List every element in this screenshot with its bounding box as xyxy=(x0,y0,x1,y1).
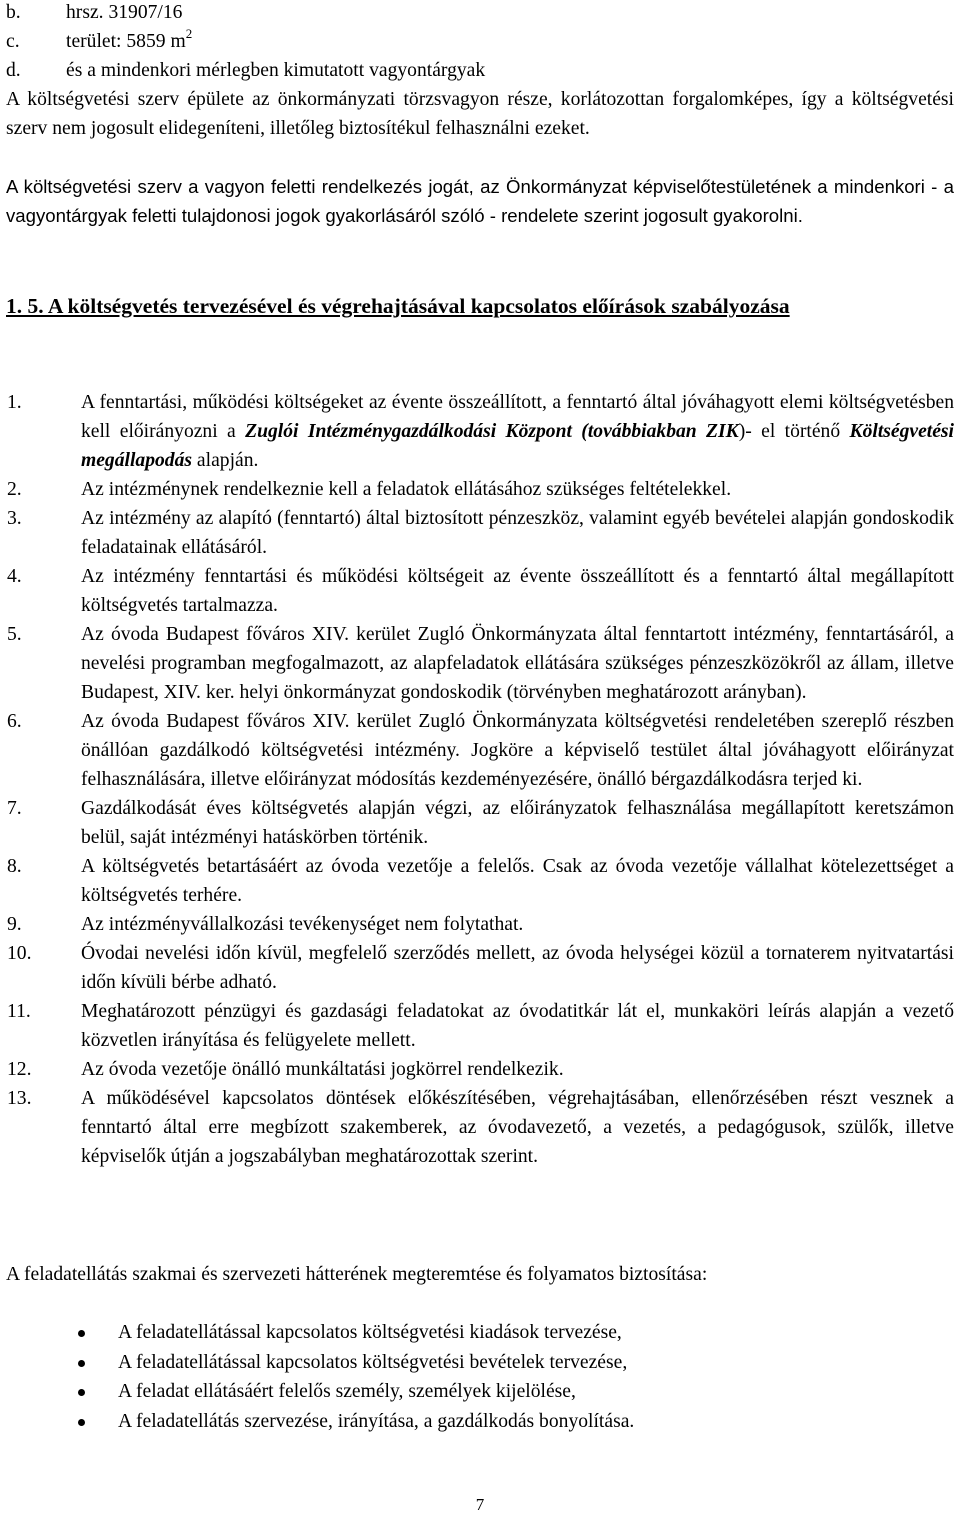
list-number: 9. xyxy=(7,914,22,935)
section-heading: 1. 5. A költségvetés tervezésével és végrehajtásával kapcsolatos előírások szabályozása xyxy=(6,294,790,318)
list-text: Az intézményvállalkozási tevékenységet nem folytathat. xyxy=(81,914,524,935)
list-item xyxy=(6,562,954,620)
list-item-d xyxy=(6,56,485,85)
list-text: A fenntartási, működési költségeket az évente összeállított, a fenntartó által jóváhagyott elemi költségvetésben kell előirányozni a Zuglói Intézménygazdálkodási Központ (továbbiakban ZIK)- el történő Költségvetési megállapodás alapján. xyxy=(81,392,954,471)
list-item-c xyxy=(6,27,192,56)
list-label: d. xyxy=(6,60,21,81)
list-number: 6. xyxy=(7,711,22,732)
bullet-text: A feladat ellátásáért felelős személy, személyek kijelölése, xyxy=(118,1381,576,1402)
list-item xyxy=(6,504,954,562)
numbered-items xyxy=(6,475,954,1171)
list-text: Az óvoda Budapest főváros XIV. kerület Zugló Önkormányzata költségvetési rendeletében szereplő részben önállóan gazdálkodó költségvetési intézmény. Jogköre a képviselő testület által jóváhagyott előirányzat felhasználására, illetve előirányzat módosítás kezdeményezésére, önálló bérgazdálkodásra terjed ki. xyxy=(81,711,954,790)
list-label: c. xyxy=(6,31,20,52)
list-item xyxy=(6,1084,954,1171)
bullet-icon xyxy=(0,1318,118,1348)
bullet-text: A feladatellátással kapcsolatos költségvetési bevételek tervezése, xyxy=(118,1351,628,1373)
numbered-list xyxy=(6,388,954,1171)
list-item xyxy=(6,997,954,1055)
list-text: Az óvoda Budapest főváros XIV. kerület Zugló Önkormányzata által fenntartott intézmény, fenntartásáról, a nevelési programban megfogalmazott, az alapfeladatok ellátására szükséges pénzeszközökről az állam, illetve Budapest, XIV. ker. helyi önkormányzat gondoskodik (törvényben meghatározott arányban). xyxy=(81,624,954,703)
bullet-text: A feladatellátás szervezése, irányítása, a gazdálkodás bonyolítása. xyxy=(118,1410,635,1432)
list-text: Óvodai nevelési időn kívül, megfelelő szerződés mellett, az óvoda helységei közül a tornaterem nyitvatartási időn kívüli bérbe adható. xyxy=(81,943,954,993)
list-number: 12. xyxy=(7,1059,32,1080)
paragraph-assets xyxy=(6,85,954,143)
bullet-text: A feladatellátással kapcsolatos költségvetési kiadások tervezése, xyxy=(118,1322,622,1343)
list-item xyxy=(6,910,954,939)
list-text: terület: 5859 m xyxy=(66,31,186,52)
organization-name: Zuglói Intézménygazdálkodási Központ (továbbiakban ZIK xyxy=(245,421,739,442)
bullet-item xyxy=(0,1318,960,1348)
bullet-icon xyxy=(0,1348,118,1378)
list-number: 11. xyxy=(7,1001,31,1022)
list-label: b. xyxy=(6,2,21,23)
list-item xyxy=(6,1055,954,1084)
list-item xyxy=(6,852,954,910)
bullet-item xyxy=(0,1407,960,1437)
bullet-item xyxy=(0,1348,960,1378)
superscript: 2 xyxy=(185,26,193,41)
list-text: Az intézmény fenntartási és működési költségeit az évente összeállított és a fenntartó által megállapított költségvetés tartalmazza. xyxy=(81,566,954,616)
bullet-icon xyxy=(0,1407,118,1437)
list-number: 1. xyxy=(7,392,22,413)
list-text: Gazdálkodását éves költségvetés alapján végzi, az előirányzatok felhasználása megállapított keretszámon belül, saját intézményi hatáskörben történik. xyxy=(81,798,954,848)
paragraph-text: A költségvetési szerv a vagyon feletti rendelkezés jogát, az Önkormányzat képviselőtestületének a mindenkori - a vagyontárgyak feletti tulajdonosi jogok gyakorlásáról szóló - rendelete szerint jogosult gyakorolni. xyxy=(6,176,954,226)
list-number: 7. xyxy=(7,798,22,819)
list-number: 5. xyxy=(7,624,22,645)
list-number: 13. xyxy=(7,1088,32,1109)
list-text: Az intézménynek rendelkeznie kell a feladatok ellátásához szükséges feltételekkel. xyxy=(81,479,732,500)
agreement-name: Költségvetési megállapodás xyxy=(81,421,954,471)
list-item-b xyxy=(6,0,182,27)
list-text: Az óvoda vezetője önálló munkáltatási jogkörrel rendelkezik. xyxy=(81,1059,564,1080)
list-text: A költségvetés betartásáért az óvoda vezetője a felelős. Csak az óvoda vezetője vállalhat kötelezettséget a költségvetés terhére. xyxy=(81,856,954,906)
list-number: 8. xyxy=(7,856,22,877)
bullet-icon xyxy=(0,1377,118,1407)
paragraph-rights xyxy=(6,172,954,230)
list-item xyxy=(6,388,954,475)
list-text: és a mindenkori mérlegben kimutatott vagyontárgyak xyxy=(66,60,486,81)
list-text: hrsz. 31907/16 xyxy=(66,2,183,23)
list-number: 4. xyxy=(7,566,22,587)
list-item xyxy=(6,475,954,504)
list-text: A működésével kapcsolatos döntések előkészítésében, végrehajtásában, ellenőrzésében részt vesznek a fenntartó által erre megbízott szakemberek, az óvodavezető, a vezetés, a pedagógusok, szülők, illetve képviselők útján a jogszabályban meghatározottak szerint. xyxy=(81,1088,954,1167)
list-text: Az intézmény az alapító (fenntartó) által biztosított pénzeszköz, valamint egyéb bevételei alapján gondoskodik feladatainak ellátásáról. xyxy=(81,508,954,558)
list-item xyxy=(6,939,954,997)
list-number: 10. xyxy=(7,943,32,964)
page-number: 7 xyxy=(475,1495,485,1514)
bullet-list xyxy=(0,1318,960,1436)
list-item xyxy=(6,794,954,852)
list-number: 3. xyxy=(7,508,22,529)
paragraph-text: A költségvetési szerv épülete az önkormányzati törzsvagyon része, korlátozottan forgalomképes, így a költségvetési szerv nem jogosult elidegeníteni, illetőleg biztosítékul felhasználni ezeket. xyxy=(6,89,954,139)
list-item xyxy=(6,707,954,794)
list-number: 2. xyxy=(7,479,22,500)
list-item xyxy=(6,620,954,707)
bullet-item xyxy=(0,1377,960,1407)
closing-paragraph: A feladatellátás szakmai és szervezeti hátterének megteremtése és folyamatos biztosítása: xyxy=(6,1264,708,1285)
list-text: Meghatározott pénzügyi és gazdasági feladatokat az óvodatitkár lát el, munkaköri leírás alapján a vezető közvetlen irányítása és felügyelete mellett. xyxy=(81,1001,954,1051)
